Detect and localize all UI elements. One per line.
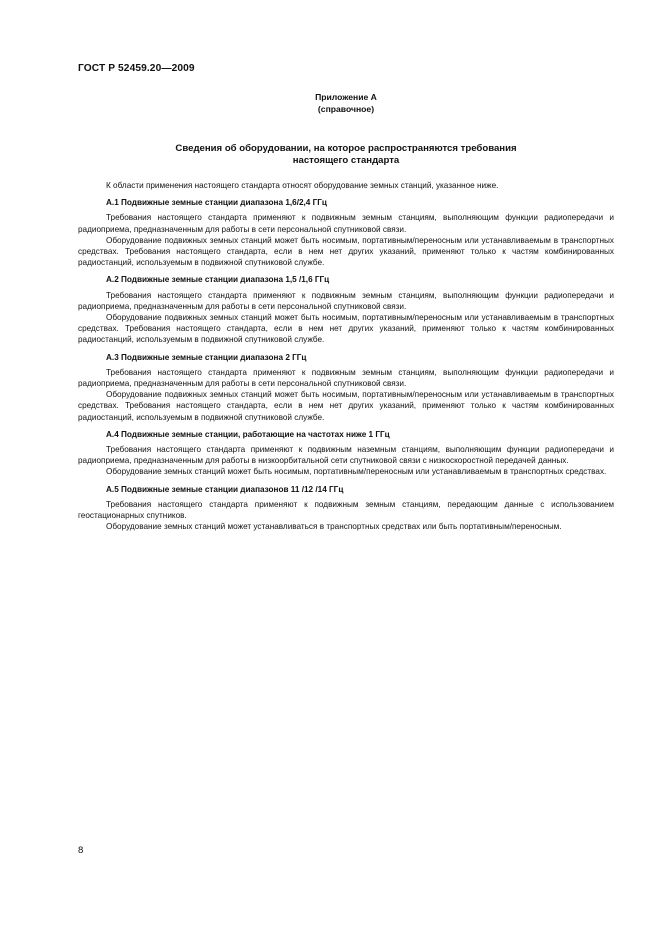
- section-a1-paragraph-2: Оборудование подвижных земных станций может быть носимым, портативным/переносным или устанавливаемым в транспортных средствах. Требования настоящего стандарта, если в нем нет других указаний, применяют только к частям комбинированных радиостанций, используемым в подвижной спутниковой службе.: [78, 235, 614, 268]
- page-title-line-1: Сведения об оборудовании, на которое распространяются требования: [175, 143, 517, 154]
- page-title: [78, 143, 614, 167]
- section-heading-a3: А.3 Подвижные земные станции диапазона 2 ГГц: [106, 352, 307, 362]
- section-a1-paragraph-1: Требования настоящего стандарта применяют к подвижным земным станциям, выполняющим функции радиопередачи и радиоприема, предназначенным для работы в сети персональной спутниковой связи.: [78, 213, 614, 234]
- section-a2-paragraph-2: Оборудование подвижных земных станций может быть носимым, портативным/переносным или устанавливаемым в транспортных средствах. Требования настоящего стандарта, если в нем нет других указаний, применяют только к частям комбинированных радиостанций, используемым в подвижной спутниковой службе.: [78, 313, 614, 345]
- appendix-label: Приложение А: [315, 92, 377, 102]
- section-heading-a2: А.2 Подвижные земные станции диапазона 1,5 /1,6 ГГц: [106, 275, 330, 285]
- section-heading-a4: А.4 Подвижные земные станции, работающие на частотах ниже 1 ГГц: [106, 429, 390, 439]
- section-a4-paragraph-1: Требования настоящего стандарта применяют к подвижным наземным станциям, выполняющим функции радиопередачи и радиоприема, предназначенным для работы в низкоорбитальной сети спутниковой связи с низкоскоростной передачей данных.: [78, 445, 614, 466]
- document-number: ГОСТ Р 52459.20—2009: [78, 63, 195, 74]
- section-a3-paragraph-1: Требования настоящего стандарта применяют к подвижным земным станциям, выполняющим функции радиопередачи и радиоприема, предназначенным для работы в сети персональной спутниковой связи.: [78, 367, 614, 389]
- section-a3-paragraph-2: Оборудование подвижных земных станций может быть носимым, портативным/переносным или устанавливаемым в транспортных средствах. Требования настоящего стандарта, если в нем нет других указаний, применяют только к частям комбинированных радиостанций, используемым в подвижной спутниковой службе.: [78, 390, 614, 422]
- intro-paragraph: К области применения настоящего стандарта относят оборудование земных станций, указанное ниже.: [106, 181, 499, 190]
- appendix-heading: [78, 92, 614, 115]
- section-a5-paragraph-1: Требования настоящего стандарта применяют к подвижным земным станциям, передающим данные с использованием геостационарных спутников.: [78, 499, 614, 521]
- section-heading-a5: А.5 Подвижные земные станции диапазонов 11 /12 /14 ГГц: [106, 484, 344, 494]
- document-body: [78, 180, 614, 532]
- section-a5-paragraph-2: Оборудование земных станций может устанавливаться в транспортных средствах или быть портативным/переносным.: [106, 522, 562, 532]
- page-number: 8: [78, 845, 84, 856]
- appendix-note: (справочное): [317, 103, 375, 114]
- page-title-line-2: настоящего стандарта: [292, 155, 400, 167]
- section-a2-paragraph-1: Требования настоящего стандарта применяют к подвижным земным станциям, выполняющим функции радиопередачи и радиоприема, предназначенным для работы в сети персональной спутниковой связи.: [78, 290, 614, 311]
- section-heading-a1: А.1 Подвижные земные станции диапазона 1,6/2,4 ГГц: [106, 198, 327, 208]
- section-a4-paragraph-2: Оборудование земных станций может быть носимым, портативным/переносным или устанавливаемым в транспортных средствах.: [106, 467, 607, 477]
